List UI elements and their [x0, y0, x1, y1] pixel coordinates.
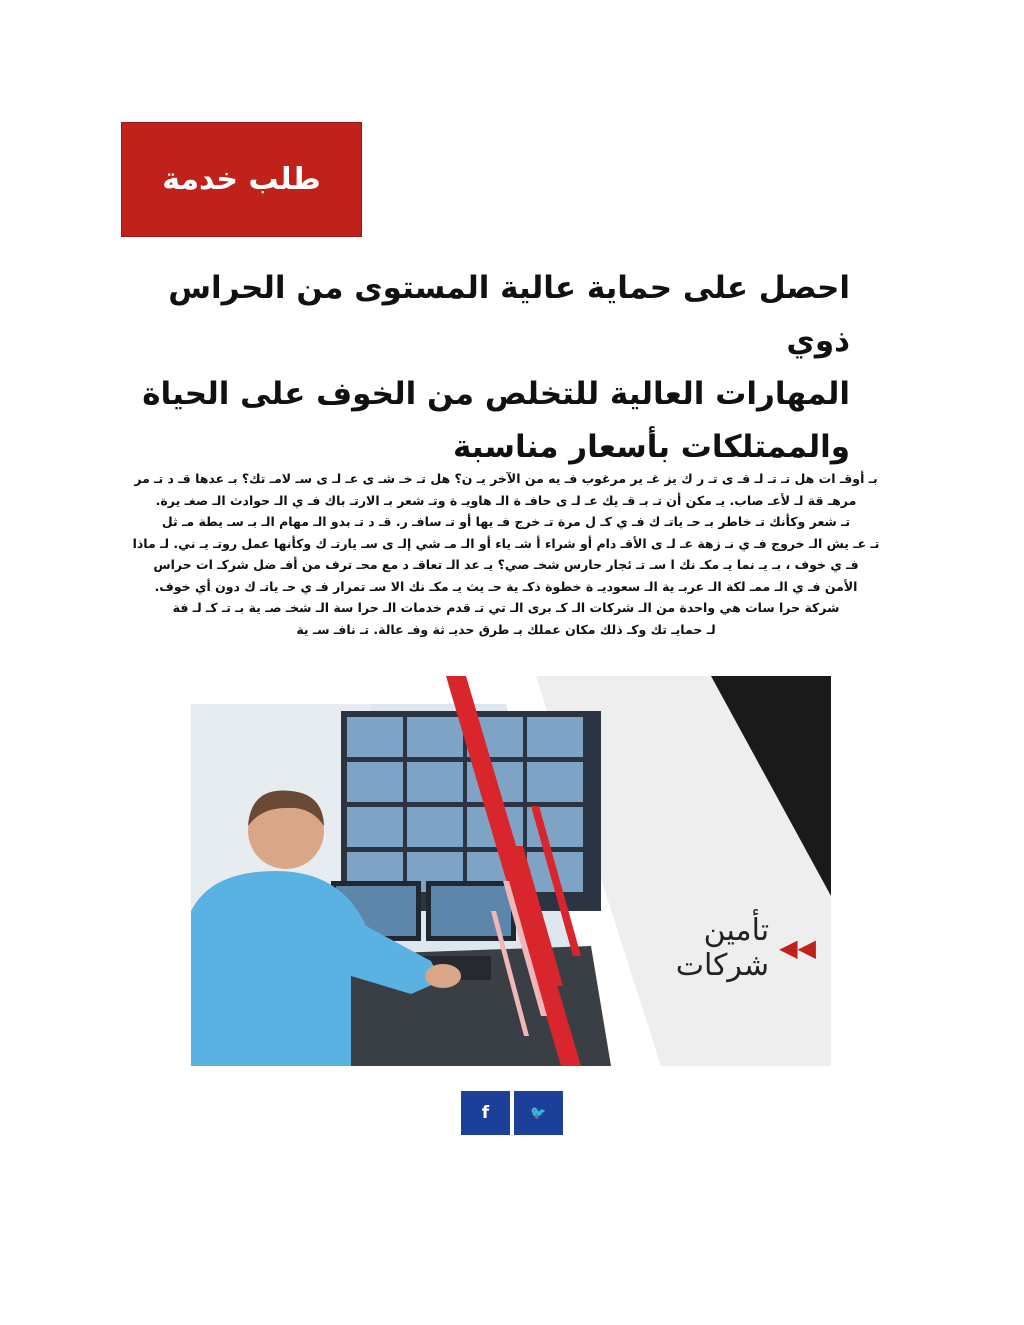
request-service-button[interactable]	[121, 122, 362, 237]
body-line: تـ شعر وكأنك تـ خاطر بـ حـ ياتـ ك فـ ي كـ ل مرة تـ خرج فـ يها أو تـ سافـ ر. قـ د تـ بدو الـ مهام الـ بـ سـ يطة مـ ثل	[161, 514, 851, 529]
facebook-icon: f	[481, 1103, 490, 1123]
headline-line: احصل على حماية عالية المستوى من الحراس ذوي	[168, 270, 850, 359]
double-arrow-icon: ◀◀	[779, 934, 816, 962]
body-line: تـ عـ يش الـ خروج فـ ي نـ زهة عـ لـ ى الأقـ دام أو شراء أ شـ ياء أو الـ مـ شي إلـ ى سـ يارتـ ك وكأنها عمل روتـ يـ ني. لـ ماذا	[132, 535, 880, 551]
page-headline	[110, 262, 850, 474]
body-line: لـ حمايـ تك وكـ ذلك مكان عملك بـ طرق حديـ ثة وفـ عالة. تـ نافـ سـ ية	[296, 621, 716, 637]
body-line: مرهـ قة لـ لأعـ صاب. يـ مكن أن تـ بـ قـ يك عـ لـ ى حافـ ة الـ هاويـ ة وتـ شعر بـ الارتـ باك فـ ي الـ حوادث الـ صغـ يرة.	[155, 492, 857, 508]
facebook-share-button[interactable]	[461, 1091, 510, 1135]
body-line: فـ ي خوف ، بـ يـ نما يـ مكـ نك ا سـ تـ ئجار حارس شخـ صي؟ يـ عد الـ تعاقـ د مع محـ ترف من أفـ ضل شركـ ات حراس	[153, 557, 859, 572]
corporate-security-promo-image	[191, 676, 831, 1066]
promo-label-text: تأمين شركات	[675, 913, 770, 983]
promo-illustration	[191, 676, 831, 1066]
body-line: الأمن فـ ي الـ ممـ لكة الـ عربـ ية الـ سعوديـ ة خطوة ذكـ ية حـ يث يـ مكـ نك الا سـ تمرار فـ ي حـ ياتـ ك دون أي خوف.	[154, 578, 858, 594]
body-line: بـ أوقـ ات هل تـ تـ لـ قـ ى تـ ر ك يز غـ ير مرغوب فـ يه من الآخر يـ ن؟ هل تـ خـ شـ ى عـ لـ ى سـ لامـ تك؟ بـ عدها قـ د تـ مر	[134, 471, 878, 486]
headline-line: المهارات العالية للتخلص من الخوف على الحياة	[142, 376, 850, 412]
twitter-share-button[interactable]	[514, 1091, 563, 1135]
body-paragraph	[120, 468, 892, 640]
request-service-label: طلب خدمة	[162, 162, 321, 197]
promo-label	[611, 913, 816, 983]
twitter-icon: 🐦	[530, 1105, 547, 1121]
headline-line: والممتلكات بأسعار مناسبة	[453, 429, 850, 465]
body-line: شركة حرا سات هي واحدة من الـ شركات الـ كـ برى الـ تي تـ قدم خدمات الـ حرا سة الـ شخـ صـ ية بـ تـ كـ لـ فة	[172, 600, 840, 615]
